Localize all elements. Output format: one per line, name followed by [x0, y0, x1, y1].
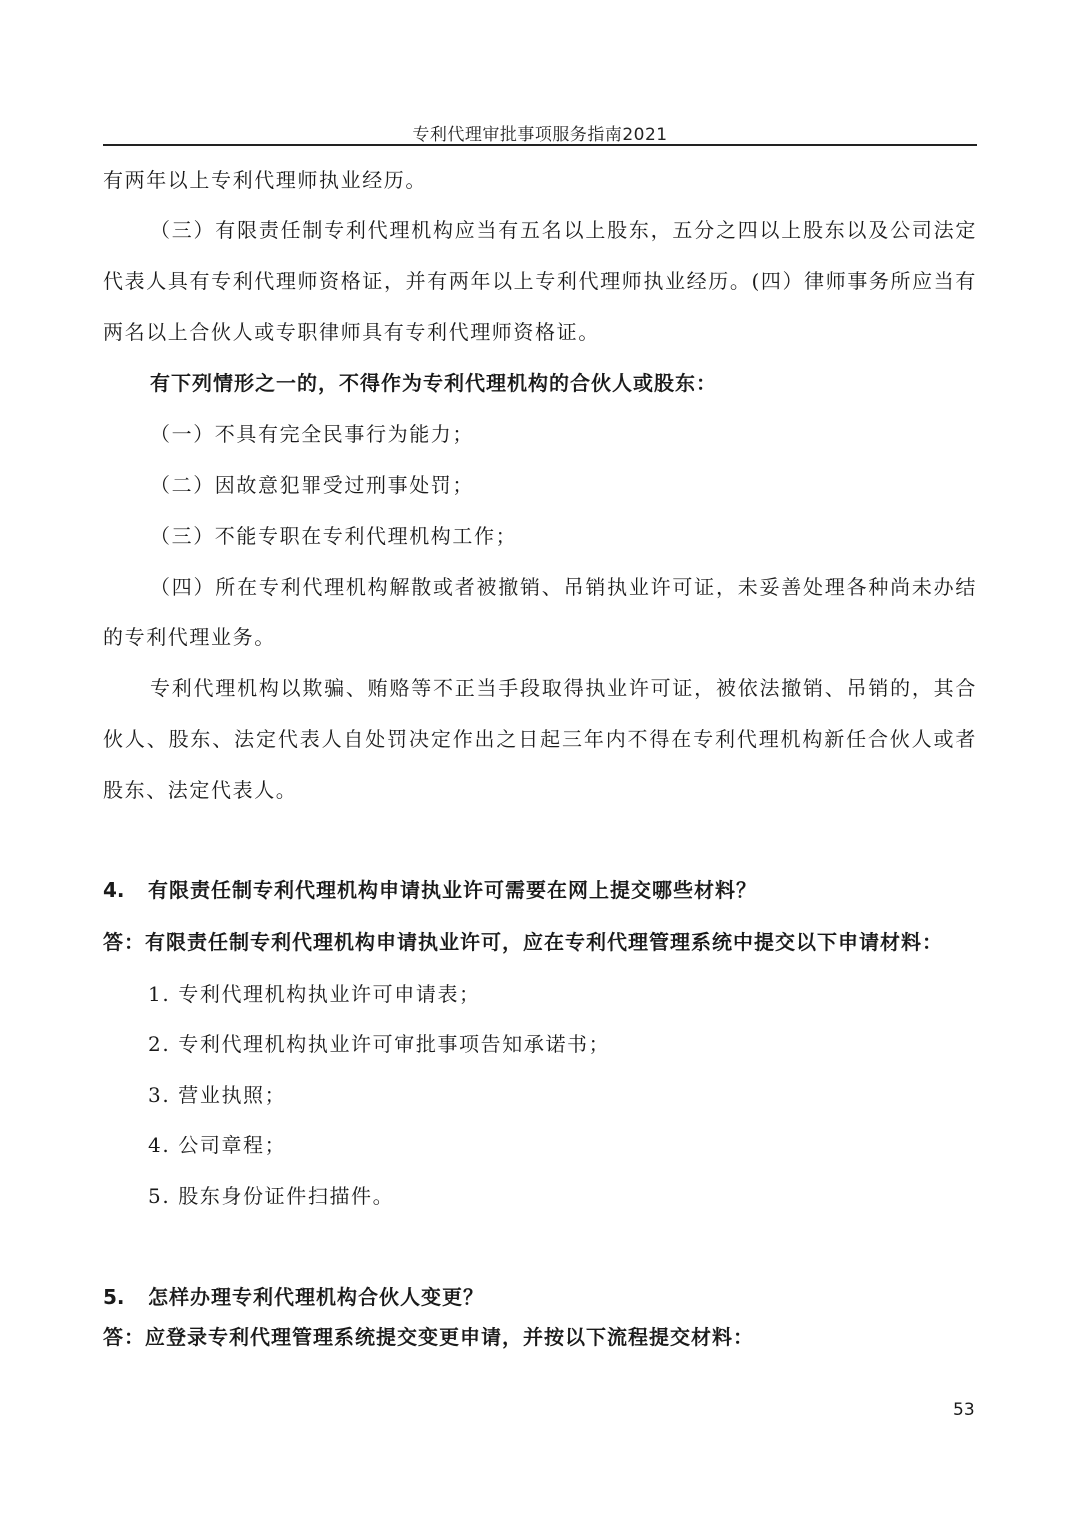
list-item: （三）不能专职在专利代理机构工作；: [150, 524, 518, 548]
paragraph-line: 伙人、股东、法定代表人自处罚决定作出之日起三年内不得在专利代理机构新任合伙人或者: [103, 727, 977, 751]
paragraph-line: 股东、法定代表人。: [103, 778, 298, 802]
page-number: 53: [953, 1400, 975, 1420]
header-divider: [103, 144, 977, 146]
question-heading: 怎样办理专利代理机构合伙人变更？: [148, 1285, 484, 1309]
question-number: 5.: [103, 1285, 125, 1309]
list-item: （一）不具有完全民事行为能力；: [150, 422, 474, 446]
running-header: 专利代理审批事项服务指南2021: [412, 125, 668, 145]
answer-line: 答：有限责任制专利代理机构申请执业许可，应在专利代理管理系统中提交以下申请材料：: [103, 930, 943, 954]
paragraph-line: 代表人具有专利代理师资格证，并有两年以上专利代理师执业经历。(四）律师事务所应当有: [103, 269, 977, 293]
paragraph-line: 专利代理机构以欺骗、贿赂等不正当手段取得执业许可证，被依法撤销、吊销的，其合: [150, 676, 977, 700]
list-item: （二）因故意犯罪受过刑事处罚；: [150, 473, 474, 497]
list-item: 2. 专利代理机构执业许可审批事项告知承诺书；: [148, 1032, 611, 1056]
list-item: 3. 营业执照；: [148, 1083, 287, 1107]
question-heading: 有限责任制专利代理机构申请执业许可需要在网上提交哪些材料？: [148, 878, 757, 902]
paragraph-line: （三）有限责任制专利代理机构应当有五名以上股东，五分之四以上股东以及公司法定: [150, 218, 977, 242]
answer-line: 答：应登录专利代理管理系统提交变更申请，并按以下流程提交材料：: [103, 1325, 754, 1349]
list-item: 的专利代理业务。: [103, 625, 276, 649]
restriction-heading: 有下列情形之一的，不得作为专利代理机构的合伙人或股东：: [150, 371, 717, 395]
question-number: 4.: [103, 878, 125, 902]
list-item: 1. 专利代理机构执业许可申请表；: [148, 982, 481, 1006]
paragraph-line: 两名以上合伙人或专职律师具有专利代理师资格证。: [103, 320, 600, 344]
list-item: 4. 公司章程；: [148, 1133, 287, 1157]
list-item: 5. 股东身份证件扫描件。: [148, 1184, 395, 1208]
paragraph-line: 有两年以上专利代理师执业经历。: [103, 168, 427, 192]
list-item: （四）所在专利代理机构解散或者被撤销、吊销执业许可证，未妥善处理各种尚未办结: [150, 575, 977, 599]
